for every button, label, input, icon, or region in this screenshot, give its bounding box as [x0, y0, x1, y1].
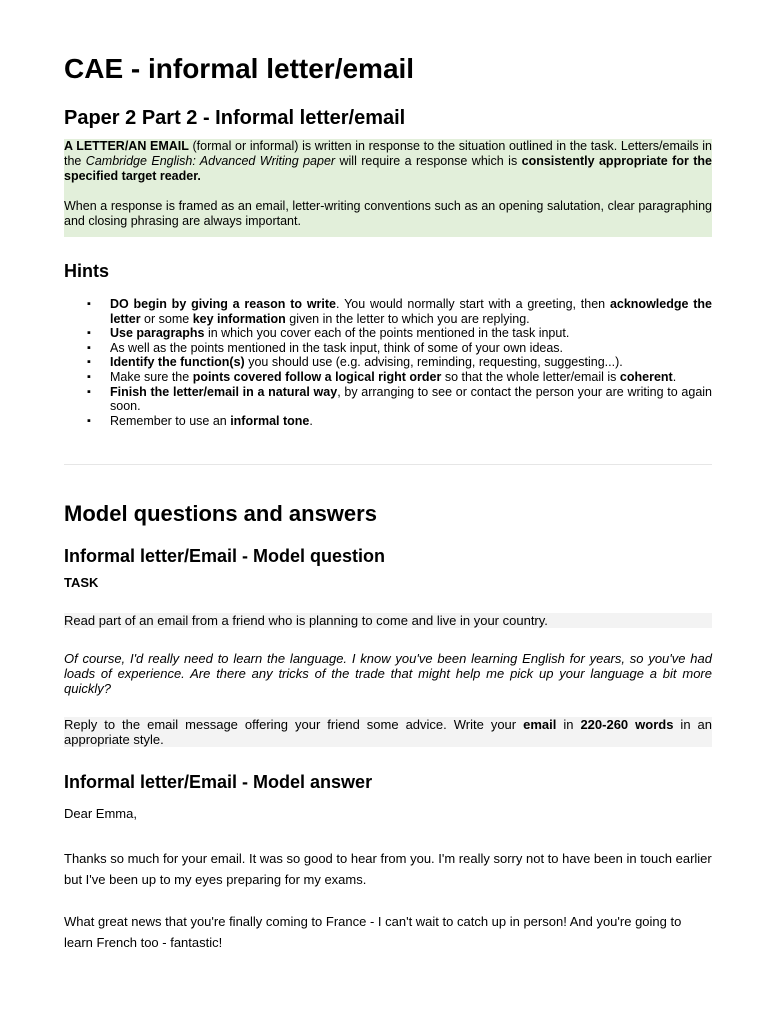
model-section-heading: Model questions and answers	[64, 501, 377, 526]
hint-item-4: ▪ Identify the function(s) you should use (e.g. advising, reminding, requesting, suggesting...).	[110, 355, 712, 370]
intro-highlight-box	[64, 139, 712, 237]
hint-item-3: ▪ As well as the points mentioned in the task input, think of some of your own ideas.	[110, 341, 712, 356]
section-divider	[64, 464, 712, 465]
model-question-heading: Informal letter/Email - Model question	[64, 546, 386, 566]
model-answer-heading: Informal letter/Email - Model answer	[64, 772, 373, 792]
hint-item-5: ▪ Make sure the points covered follow a logical right order so that the whole letter/email is coherent.	[110, 370, 712, 385]
hints-heading: Hints	[64, 261, 109, 281]
intro-paragraph-1: A LETTER/AN EMAIL (formal or informal) is written in response to the situation outlined in the task. Letters/emails in the Cambridge English: Advanced Writing paper will require a response which is consistently appropriate for the specified target reader.	[64, 139, 712, 183]
hint-item-7: ▪ Remember to use an informal tone.	[110, 414, 712, 429]
hint-item-1: ▪ DO begin by giving a reason to write. You would normally start with a greeting, then acknowledge the letter or some key information given in the letter to which you are replying.	[110, 297, 712, 326]
task-label: TASK	[64, 575, 99, 590]
letter-salutation: Dear Emma,	[64, 806, 137, 821]
hint-item-2: ▪ Use paragraphs in which you cover each of the points mentioned in the task input.	[110, 326, 712, 341]
task-quote: Of course, I'd really need to learn the language. I know you've been learning English for years, so you've had loads of experience. Are there any tricks of the trade that might help me pick up your language a bit more quickly?	[64, 651, 712, 696]
hints-list-container	[64, 297, 712, 428]
task-instructions: Reply to the email message offering your friend some advice. Write your email in 220-260 words in an appropriate style.	[64, 717, 712, 747]
task-intro: Read part of an email from a friend who is planning to come and live in your country.	[64, 613, 712, 628]
hints-list	[64, 297, 712, 428]
hint-item-6: ▪ Finish the letter/email in a natural way, by arranging to see or contact the person your are writing to again soon.	[110, 385, 712, 414]
letter-paragraph-2: What great news that you're finally coming to France - I can't wait to catch up in person! And you're going to learn French too - fantastic!	[64, 914, 682, 950]
intro-paragraph-2: When a response is framed as an email, letter-writing conventions such as an opening salutation, clear paragraphing and closing phrasing are always important.	[64, 199, 712, 228]
page-title: CAE - informal letter/email	[64, 53, 415, 84]
page-subtitle: Paper 2 Part 2 - Informal letter/email	[64, 107, 406, 129]
letter-paragraph-1: Thanks so much for your email. It was so good to hear from you. I'm really sorry not to have been in touch earlier but I've been up to my eyes preparing for my exams.	[64, 851, 712, 887]
